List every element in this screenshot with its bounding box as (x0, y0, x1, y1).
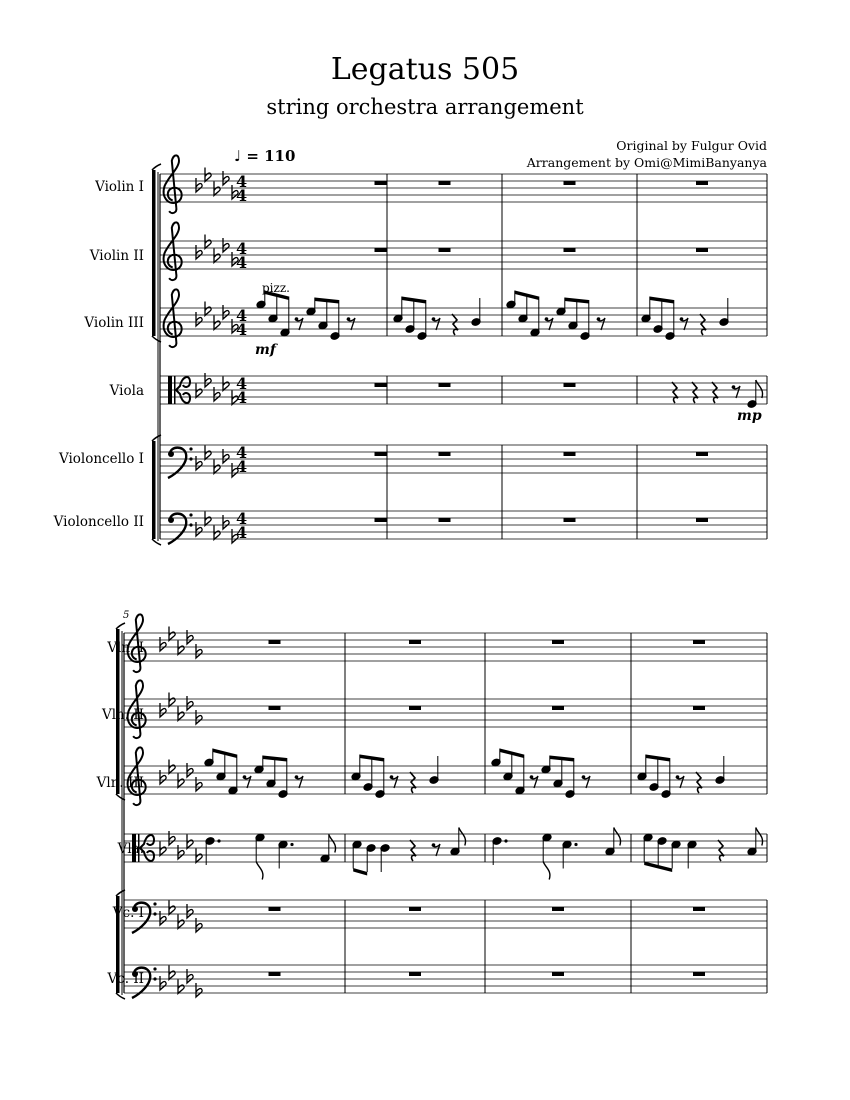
quarter-rest-icon (712, 382, 718, 403)
flat-icon (160, 842, 166, 856)
whole-rest-icon (409, 706, 421, 710)
flat-icon (160, 637, 166, 651)
flat-icon (205, 512, 211, 526)
flat-icon (196, 710, 202, 724)
flat-icon (205, 235, 211, 249)
time-signature-bottom: 4 (236, 253, 248, 272)
flat-icon (178, 641, 184, 655)
measure-number: 5 (123, 610, 130, 621)
note-dot (574, 843, 577, 846)
bracket-hook (116, 993, 125, 999)
flat-icon (223, 171, 229, 185)
quarter-rest-icon (696, 772, 702, 793)
flat-icon (196, 245, 202, 259)
time-signature-bottom: 4 (236, 457, 248, 476)
whole-rest-icon (375, 518, 387, 522)
instrument-name-violin-2: Violin II (89, 248, 144, 264)
whole-rest-icon (693, 640, 705, 644)
flat-icon (214, 249, 220, 263)
instrument-short-violin-1: Vln. I (107, 640, 144, 656)
flat-icon (160, 770, 166, 784)
quarter-rest-icon (410, 840, 416, 861)
flat-icon (196, 384, 202, 398)
whole-rest-icon (375, 452, 387, 456)
flat-icon (223, 305, 229, 319)
bracket-hook (152, 164, 161, 170)
note-dot (290, 843, 293, 846)
flat-icon (169, 760, 175, 774)
time-signature-bottom: 4 (236, 523, 248, 542)
whole-rest-icon (552, 907, 564, 911)
instrument-short-viola: Vla. (117, 841, 144, 857)
note-flag (459, 828, 466, 846)
flat-icon (205, 168, 211, 182)
time-signature-bottom: 4 (236, 388, 248, 407)
whole-rest-icon (696, 518, 708, 522)
instrument-name-viola: Viola (109, 383, 144, 399)
bracket-hook (152, 539, 161, 545)
score-title: Legatus 505 (330, 52, 520, 87)
whole-rest-icon (552, 972, 564, 976)
instrument-name-cello-2: Violoncello II (53, 514, 144, 530)
flat-icon (169, 966, 175, 980)
treble-clef-icon (164, 155, 182, 213)
flat-icon (187, 696, 193, 710)
quarter-rest-icon (410, 772, 416, 793)
flat-icon (178, 915, 184, 929)
composer-credit: Original by Fulgur Ovid (616, 138, 767, 153)
whole-rest-icon (439, 181, 451, 185)
flat-icon (214, 387, 220, 401)
whole-rest-icon (375, 383, 387, 387)
instrument-name-violin-1: Violin I (95, 179, 144, 195)
flat-icon (196, 777, 202, 791)
time-signature-top: 4 (236, 239, 248, 258)
violin-group-bracket (152, 170, 156, 336)
flat-icon (178, 980, 184, 994)
quarter-rest-icon (672, 382, 678, 403)
flat-icon (205, 302, 211, 316)
flat-icon (223, 238, 229, 252)
instrument-short-cello-1: Vc. I (112, 905, 144, 921)
whole-rest-icon (564, 383, 576, 387)
whole-rest-icon (375, 248, 387, 252)
whole-rest-icon (696, 248, 708, 252)
whole-rest-icon (439, 452, 451, 456)
note-dot (504, 839, 507, 842)
flat-icon (223, 377, 229, 391)
quarter-rest-icon (718, 840, 724, 861)
time-signature-bottom: 4 (236, 186, 248, 205)
flat-icon (196, 983, 202, 997)
eighth-rest-dot (732, 385, 736, 389)
whole-rest-icon (693, 706, 705, 710)
note-beam (353, 868, 367, 876)
dynamic-mp: mp (737, 408, 762, 424)
quarter-rest-icon (692, 382, 698, 403)
flat-icon (214, 460, 220, 474)
note-flag (543, 862, 550, 880)
eighth-rest-dot (295, 775, 299, 779)
flat-icon (196, 312, 202, 326)
eighth-rest-dot (545, 317, 549, 321)
flat-icon (196, 522, 202, 536)
time-signature-top: 4 (236, 172, 248, 191)
arranger-credit: Arrangement by Omi@MimiBanyanya (526, 155, 767, 170)
whole-rest-icon (564, 248, 576, 252)
flat-icon (196, 918, 202, 932)
flat-icon (178, 845, 184, 859)
whole-rest-icon (269, 972, 281, 976)
flat-icon (169, 693, 175, 707)
flat-icon (187, 969, 193, 983)
time-signature-top: 4 (236, 509, 248, 528)
flat-icon (187, 904, 193, 918)
whole-rest-icon (269, 907, 281, 911)
flat-icon (178, 707, 184, 721)
flat-icon (160, 976, 166, 990)
treble-clef-icon (164, 222, 182, 280)
whole-rest-icon (439, 518, 451, 522)
whole-rest-icon (564, 452, 576, 456)
tempo-value: 110 (264, 147, 296, 165)
time-signature-top: 4 (236, 306, 248, 325)
flat-icon (169, 901, 175, 915)
eighth-rest-dot (680, 317, 684, 321)
whole-rest-icon (269, 640, 281, 644)
flat-icon (160, 911, 166, 925)
instrument-short-cello-2: Vc. II (107, 971, 144, 987)
treble-clef-icon (164, 289, 182, 347)
whole-rest-icon (564, 181, 576, 185)
eighth-rest-dot (347, 317, 351, 321)
flat-icon (169, 831, 175, 845)
eighth-rest-dot (243, 775, 247, 779)
whole-rest-icon (696, 452, 708, 456)
whole-rest-icon (693, 972, 705, 976)
pizzicato-marking: pizz. (262, 281, 290, 295)
whole-rest-icon (269, 706, 281, 710)
eighth-rest-dot (597, 317, 601, 321)
flat-icon (196, 644, 202, 658)
time-signature-top: 4 (236, 443, 248, 462)
note-flag (614, 828, 621, 846)
score-subtitle: string orchestra arrangement (266, 95, 584, 119)
flat-icon (196, 456, 202, 470)
flat-icon (214, 182, 220, 196)
flat-icon (196, 178, 202, 192)
instrument-short-violin-3: Vln. III (96, 775, 144, 791)
whole-rest-icon (409, 972, 421, 976)
time-signature-bottom: 4 (236, 320, 248, 339)
flat-icon (205, 446, 211, 460)
note-flag (756, 828, 763, 846)
eighth-rest-dot (295, 317, 299, 321)
flat-icon (214, 316, 220, 330)
eighth-rest-dot (582, 775, 586, 779)
eighth-rest-dot (390, 775, 394, 779)
instrument-name-violin-3: Violin III (84, 315, 144, 331)
note-flag (256, 862, 263, 880)
eighth-rest-dot (432, 843, 436, 847)
whole-rest-icon (409, 907, 421, 911)
quarter-rest-icon (452, 314, 458, 335)
flat-icon (187, 835, 193, 849)
note-dot (217, 839, 220, 842)
eighth-rest-dot (530, 775, 534, 779)
whole-rest-icon (375, 181, 387, 185)
whole-rest-icon (439, 383, 451, 387)
flat-icon (187, 630, 193, 644)
note-flag (329, 835, 336, 853)
quarter-note-icon: ♩ (234, 147, 242, 165)
whole-rest-icon (693, 907, 705, 911)
whole-rest-icon (439, 248, 451, 252)
time-signature-top: 4 (236, 374, 248, 393)
flat-icon (196, 849, 202, 863)
whole-rest-icon (552, 706, 564, 710)
tempo-marking: ♩ = 110 (234, 147, 296, 165)
cello-group-bracket (152, 441, 156, 539)
flat-icon (205, 373, 211, 387)
eighth-rest-dot (676, 775, 680, 779)
eighth-rest-dot (432, 317, 436, 321)
flat-icon (169, 627, 175, 641)
whole-rest-icon (552, 640, 564, 644)
flat-icon (223, 515, 229, 529)
whole-rest-icon (696, 181, 708, 185)
flat-icon (214, 526, 220, 540)
whole-rest-icon (409, 640, 421, 644)
instrument-short-violin-2: Vln. II (101, 707, 144, 723)
flat-icon (187, 763, 193, 777)
dynamic-mf: mf (255, 342, 276, 358)
instrument-name-cello-1: Violoncello I (58, 451, 144, 467)
quarter-rest-icon (700, 314, 706, 335)
flat-icon (178, 774, 184, 788)
flat-icon (223, 449, 229, 463)
flat-icon (160, 703, 166, 717)
whole-rest-icon (564, 518, 576, 522)
bracket-hook (116, 623, 125, 629)
